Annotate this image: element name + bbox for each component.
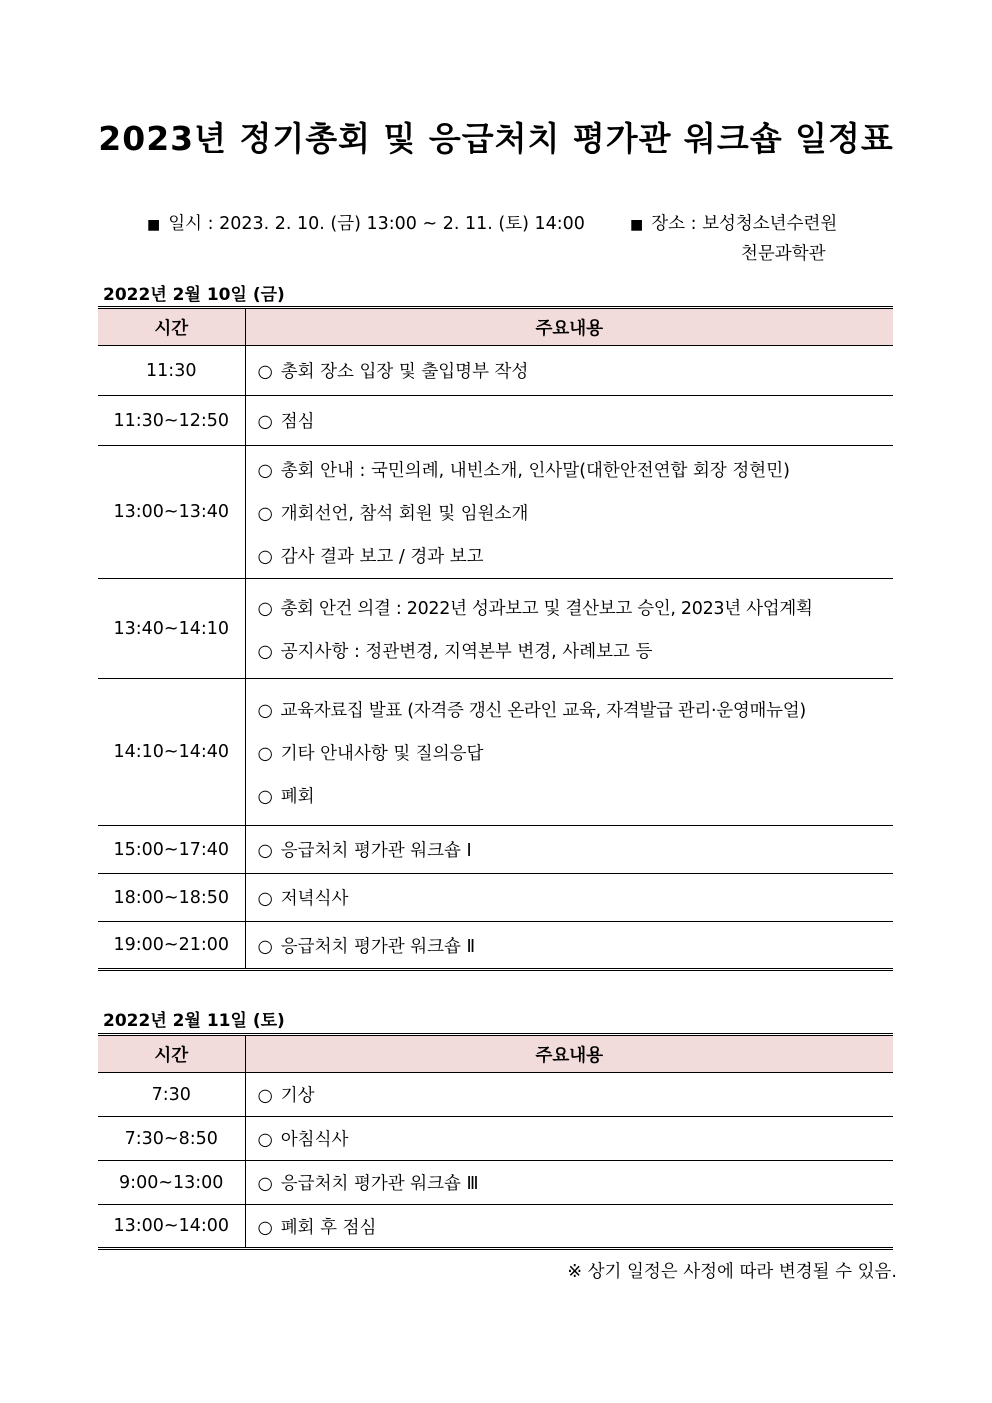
table-row xyxy=(98,1205,893,1249)
content-item: ○ 응급처치 평가관 워크숍 Ⅰ xyxy=(257,841,472,861)
square-bullet-icon: ■ xyxy=(147,217,161,233)
circle-bullet-icon: ○ xyxy=(257,362,273,382)
row-content xyxy=(245,1161,893,1205)
day2-schedule-table xyxy=(98,1033,893,1250)
row-content xyxy=(245,922,893,970)
row-content xyxy=(245,1073,893,1117)
table-header-row xyxy=(98,1035,893,1073)
circle-bullet-icon: ○ xyxy=(257,460,273,481)
content-item: ○ 아침식사 xyxy=(257,1130,349,1150)
row-content xyxy=(245,446,893,579)
table-row xyxy=(98,826,893,874)
row-time: 13:40~14:10 xyxy=(98,579,245,679)
row-time: 14:10~14:40 xyxy=(98,679,245,826)
table-row xyxy=(98,922,893,970)
table-row xyxy=(98,346,893,396)
table-header-row xyxy=(98,308,893,346)
content-item: ○ 점심 xyxy=(257,412,315,432)
row-time: 13:00~14:00 xyxy=(98,1205,245,1249)
circle-bullet-icon: ○ xyxy=(257,1217,273,1238)
circle-bullet-icon: ○ xyxy=(257,1086,273,1106)
content-item: ○ 폐회 xyxy=(257,786,315,807)
circle-bullet-icon: ○ xyxy=(257,546,273,567)
day1-heading: 2022년 2월 10일 (금) xyxy=(103,285,285,305)
day1-schedule-table xyxy=(98,306,893,971)
row-content xyxy=(245,826,893,874)
content-item: ○ 응급처치 평가관 워크숍 Ⅲ xyxy=(257,1174,479,1194)
table-row xyxy=(98,396,893,446)
row-time: 11:30 xyxy=(98,346,245,396)
table-row xyxy=(98,679,893,826)
content-item: ○ 교육자료집 발표 (자격증 갱신 온라인 교육, 자격발급 관리·운영매뉴얼) xyxy=(257,700,806,721)
content-item: ○ 총회 안건 의결 : 2022년 성과보고 및 결산보고 승인, 2023년 사업계획 xyxy=(257,598,813,619)
page-title: 2023년 정기총회 및 응급처치 평가관 워크숍 일정표 xyxy=(98,119,894,158)
row-time: 7:30 xyxy=(98,1073,245,1117)
circle-bullet-icon: ○ xyxy=(257,743,273,764)
row-content xyxy=(245,1117,893,1161)
table-row xyxy=(98,1073,893,1117)
circle-bullet-icon: ○ xyxy=(257,1130,273,1150)
content-item: ○ 응급처치 평가관 워크숍 Ⅱ xyxy=(257,936,476,957)
row-time: 7:30~8:50 xyxy=(98,1117,245,1161)
row-time: 13:00~13:40 xyxy=(98,446,245,579)
square-bullet-icon: ■ xyxy=(630,217,644,233)
table-row xyxy=(98,1117,893,1161)
circle-bullet-icon: ○ xyxy=(257,1174,273,1194)
event-place-detail: 천문과학관 xyxy=(741,244,826,264)
circle-bullet-icon: ○ xyxy=(257,889,273,909)
circle-bullet-icon: ○ xyxy=(257,503,273,524)
row-content xyxy=(245,874,893,922)
row-time: 15:00~17:40 xyxy=(98,826,245,874)
row-time: 11:30~12:50 xyxy=(98,396,245,446)
content-item: ○ 개회선언, 참석 회원 및 임원소개 xyxy=(257,503,529,524)
circle-bullet-icon: ○ xyxy=(257,841,273,861)
content-item: ○ 총회 안내 : 국민의례, 내빈소개, 인사말(대한안전연합 회장 정현민) xyxy=(257,460,790,481)
row-time: 19:00~21:00 xyxy=(98,922,245,970)
footnote: ※ 상기 일정은 사정에 따라 변경될 수 있음. xyxy=(567,1262,897,1282)
circle-bullet-icon: ○ xyxy=(257,641,273,662)
content-column-header: 주요내용 xyxy=(245,308,893,346)
day2-heading: 2022년 2월 11일 (토) xyxy=(103,1011,285,1031)
event-place: 장소 : 보성청소년수련원 xyxy=(651,214,838,234)
table-row xyxy=(98,1161,893,1205)
circle-bullet-icon: ○ xyxy=(257,786,273,807)
table-row xyxy=(98,446,893,579)
circle-bullet-icon: ○ xyxy=(257,598,273,619)
row-content xyxy=(245,1205,893,1249)
content-item: ○ 공지사항 : 정관변경, 지역본부 변경, 사례보고 등 xyxy=(257,641,653,662)
row-time: 9:00~13:00 xyxy=(98,1161,245,1205)
table-row xyxy=(98,874,893,922)
circle-bullet-icon: ○ xyxy=(257,700,273,721)
content-item: ○ 총회 장소 입장 및 출입명부 작성 xyxy=(257,362,529,382)
row-time: 18:00~18:50 xyxy=(98,874,245,922)
content-item: ○ 기상 xyxy=(257,1086,315,1106)
content-column-header: 주요내용 xyxy=(245,1035,893,1073)
table-row xyxy=(98,579,893,679)
content-item: ○ 폐회 후 점심 xyxy=(257,1217,377,1238)
event-date-info xyxy=(147,210,585,235)
content-item: ○ 기타 안내사항 및 질의응답 xyxy=(257,743,484,764)
row-content xyxy=(245,579,893,679)
row-content xyxy=(245,679,893,826)
row-content xyxy=(245,346,893,396)
time-column-header: 시간 xyxy=(98,1035,245,1073)
circle-bullet-icon: ○ xyxy=(257,936,273,957)
content-item: ○ 저녁식사 xyxy=(257,889,349,909)
event-place-info xyxy=(630,210,837,235)
content-item: ○ 감사 결과 보고 / 경과 보고 xyxy=(257,546,484,567)
event-date: 일시 : 2023. 2. 10. (금) 13:00 ~ 2. 11. (토) 14:00 xyxy=(168,214,585,234)
circle-bullet-icon: ○ xyxy=(257,412,273,432)
time-column-header: 시간 xyxy=(98,308,245,346)
row-content xyxy=(245,396,893,446)
